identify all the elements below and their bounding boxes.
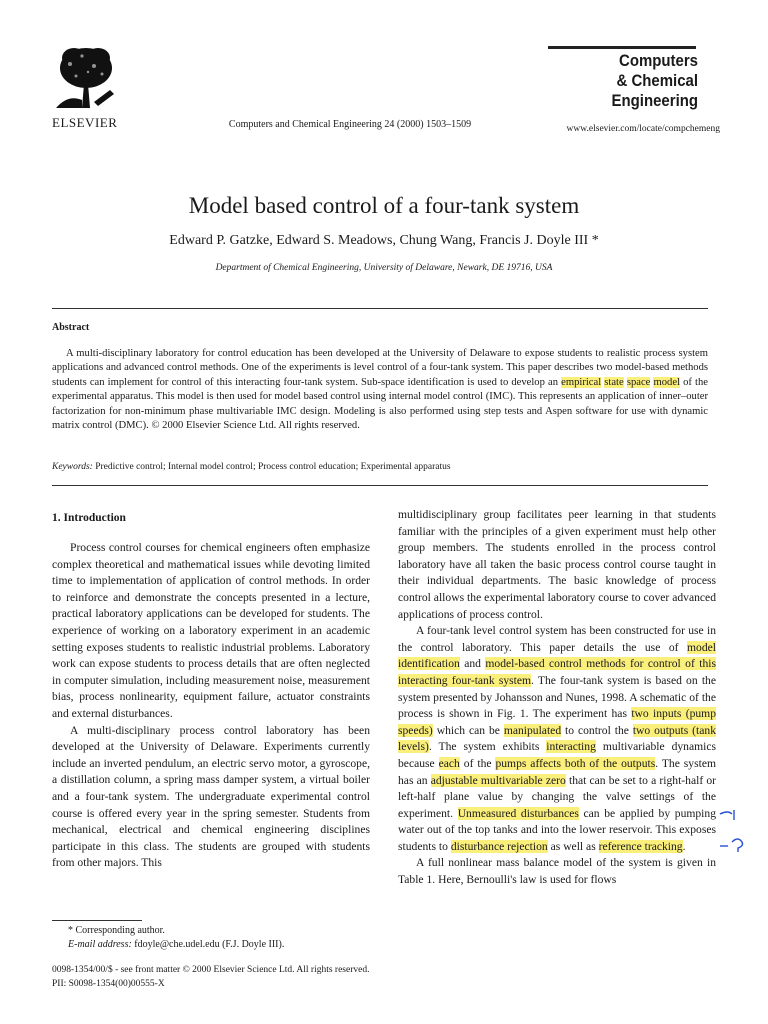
- highlighted-text: model: [653, 376, 680, 388]
- highlighted-text: adjustable multivariable zero: [430, 773, 566, 787]
- footnote-email-line: [68, 938, 378, 952]
- email-address[interactable]: fdoyle@che.udel.edu (F.J. Doyle III).: [134, 938, 285, 950]
- highlighted-text: state: [604, 376, 624, 388]
- pen-scribble-icon: [718, 806, 760, 854]
- text-run: multivariable dynamics because: [398, 740, 716, 770]
- footnote-rule: [52, 920, 142, 921]
- journal-citation: Computers and Chemical Engineering 24 (2000) 1503–1509: [228, 119, 472, 130]
- text-run: as well as: [547, 839, 599, 853]
- elsevier-tree-logo-icon: [52, 44, 120, 110]
- highlighted-text: empirical: [561, 376, 602, 388]
- author-list: Edward P. Gatzke, Edward S. Meadows, Chung Wang, Francis J. Doyle III *: [169, 233, 599, 248]
- paper-title: Model based control of a four-tank system: [188, 193, 580, 218]
- section-heading-introduction: 1. Introduction: [52, 512, 126, 524]
- text-run: can be applied by pumping water out of the top tanks and into the lower reservoir. This exposes students to: [398, 806, 717, 853]
- footnote: [68, 924, 378, 952]
- copyright-line: 0098-1354/00/$ - see front matter © 2000 Elsevier Science Ltd. All rights reserved.: [52, 965, 370, 975]
- text-run: A four-tank level control system has been constructed for use in the control laboratory. This paper details the use of: [398, 624, 716, 654]
- journal-title-line-1: Computers: [619, 51, 698, 70]
- journal-title: [566, 51, 698, 111]
- journal-url[interactable]: www.elsevier.com/locate/compchemeng: [566, 124, 720, 134]
- keywords-text: Predictive control; Internal model control; Process control education; Experimental apparatus: [95, 462, 451, 472]
- text-run: A full nonlinear mass balance model of the system is given in Table 1. Here, Bernoulli's law is used for flows: [398, 856, 716, 887]
- keywords: [52, 462, 451, 472]
- text-run: which can be: [432, 723, 504, 737]
- highlighted-text: manipulated: [503, 723, 562, 737]
- right-column: [398, 507, 716, 889]
- highlighted-text: each: [438, 756, 460, 770]
- highlighted-text: pumps affects both of the outputs: [495, 756, 656, 770]
- highlighted-text: interacting: [546, 740, 596, 754]
- pii-line: PII: S0098-1354(00)00555-X: [52, 978, 165, 989]
- highlighted-text: disturbance rejection: [450, 839, 548, 853]
- journal-title-line-2: & Chemical: [616, 71, 698, 90]
- text-run: A multi-disciplinary process control laboratory has been developed at the University of Delaware. Experiments currently include an inverted pendulum, an electric servo motor, a gyroscope, a distillation column, a spring mass damper system, a virtual boiler and a four-tank system. The undergraduate experimental control course is offered every year in the spring semester. Students from mechanical, electrical and chemical engineering disciplines participate in this class. The students are grouped with students from other majors. This: [52, 723, 370, 870]
- email-label: E-mail address:: [68, 938, 132, 950]
- highlighted-text: model identification: [398, 640, 716, 671]
- publisher-name: ELSEVIER: [52, 115, 118, 130]
- text-run: to control the: [561, 723, 633, 737]
- text-run: . The four-tank system is based on the system presented by Johansson and Nunes, 1998. A schematic of the process is shown in Fig. 1. The experiment has: [398, 673, 716, 721]
- paragraph: [398, 623, 716, 855]
- text-run: .: [682, 839, 686, 853]
- highlighted-text: two inputs (pump speeds): [398, 707, 716, 737]
- journal-title-rule: [548, 46, 696, 49]
- text-run: of the: [459, 756, 496, 770]
- abstract-top-rule: [52, 308, 708, 309]
- abstract-bottom-rule: [52, 485, 708, 486]
- highlighted-text: space: [626, 376, 651, 388]
- affiliation: Department of Chemical Engineering, University of Delaware, Newark, DE 19716, USA: [215, 263, 553, 273]
- text-run: of the experimental apparatus. This model is then used for model based control using internal model control (IMC). This represents an application of inner–outer factorization for non-minimum phase multivariable IMC design. Modeling is also performed using step tests and Aspen software for use with dynamic matrix control (DMC). © 2000 Elsevier Science Ltd. All rights reserved.: [52, 376, 708, 432]
- journal-title-line-3: Engineering: [611, 91, 698, 110]
- text-run: that can be set to a right-half or left-half plane value by changing the valve settings of the experiment.: [398, 773, 716, 820]
- paragraph: [398, 855, 716, 888]
- text-run: and: [459, 657, 486, 671]
- abstract-heading: Abstract: [52, 322, 90, 333]
- paragraph: [52, 540, 370, 723]
- text-run: . The system has an: [398, 756, 716, 787]
- highlighted-text: reference tracking: [598, 839, 683, 853]
- left-column: [52, 540, 370, 872]
- keywords-label: Keywords:: [52, 462, 93, 472]
- highlighted-text: model-based control methods for control of this interacting four-tank system: [398, 657, 716, 687]
- text-run: . The system exhibits: [428, 740, 547, 754]
- text-run: A multi-disciplinary laboratory for control education has been developed at the University of Delaware to expose students to realistic process system applications and advanced control methods. One of the experiments is level control of a four-tank system. This paper describes two model-based methods students can implement for control of this interacting four-tank system. Sub-space identification is used to develop an: [52, 348, 708, 388]
- paragraph: [52, 723, 370, 872]
- highlighted-text: Unmeasured disturbances: [457, 806, 579, 820]
- footnote-corresponding: * Corresponding author.: [68, 925, 165, 936]
- copyright-block: [52, 964, 369, 991]
- paragraph: [398, 507, 716, 623]
- abstract-text: [52, 347, 708, 433]
- highlighted-text: two outputs (tank levels): [398, 723, 716, 754]
- text-run: Process control courses for chemical engineers often emphasize complex theoretical and mathematical issues while devoting limited time to implementation of application of control methods. In order to reinforce and demonstrate the concepts presented in a lecture, practical laboratory applications can be developed for students. The experience of working on a laboratory experiment in an academic setting exposes students to realistic industrial problems. Laboratory work can expose students to process details that are often neglected in computer simulation, including measurement noise, measurement bias, process nonlinearity, equipment failure, actuator constraints and external disturbances.: [52, 541, 370, 720]
- text-run: multidisciplinary group facilitates peer learning in that students familiar with the principles of a given experiment must help other group members. The students enrolled in the process control laboratory have all taken the basic process control course taught in their individual departments. The basic knowledge of process control allows the experimental laboratory course to cover advanced applications of process control.: [398, 508, 716, 621]
